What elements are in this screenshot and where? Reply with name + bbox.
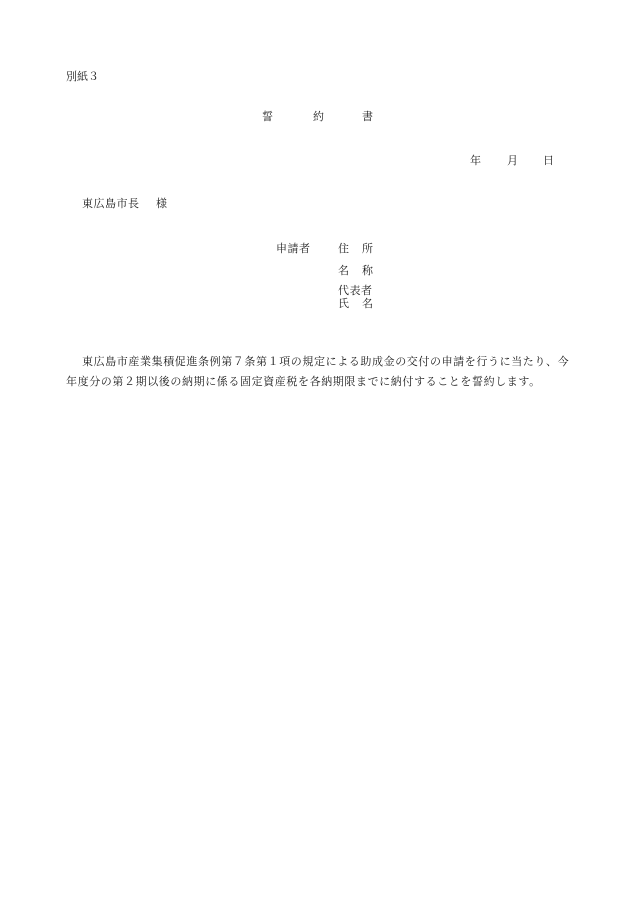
title-char-2: 約 [313, 110, 324, 123]
pledge-body-text: 東広島市産業集積促進条例第７条第１項の規定による助成金の交付の申請を行うに当たり、今年度分の第２期以後の納期に係る固定資産税を各納期限までに納付することを誓約します。 [66, 355, 570, 388]
addressee-honorific: 様 [156, 197, 167, 210]
date-year: 年 [470, 154, 481, 167]
addressee-name: 東広島市長 [82, 197, 140, 210]
address-label-char-2: 所 [362, 242, 373, 255]
name-label-char-1: 名 [338, 264, 349, 277]
title-char-3: 書 [362, 110, 373, 123]
attachment-label: 別紙３ [66, 70, 99, 83]
address-label-char-1: 住 [338, 242, 349, 255]
date-day: 日 [543, 154, 554, 167]
rep-name-label-char-1: 氏 [338, 297, 349, 310]
representative-label: 代表者 [338, 284, 373, 297]
rep-name-label-char-2: 名 [362, 297, 373, 310]
title-char-1: 誓 [262, 110, 273, 123]
applicant-label: 申請者 [276, 242, 311, 255]
name-label-char-2: 称 [362, 264, 373, 277]
date-month: 月 [507, 154, 518, 167]
